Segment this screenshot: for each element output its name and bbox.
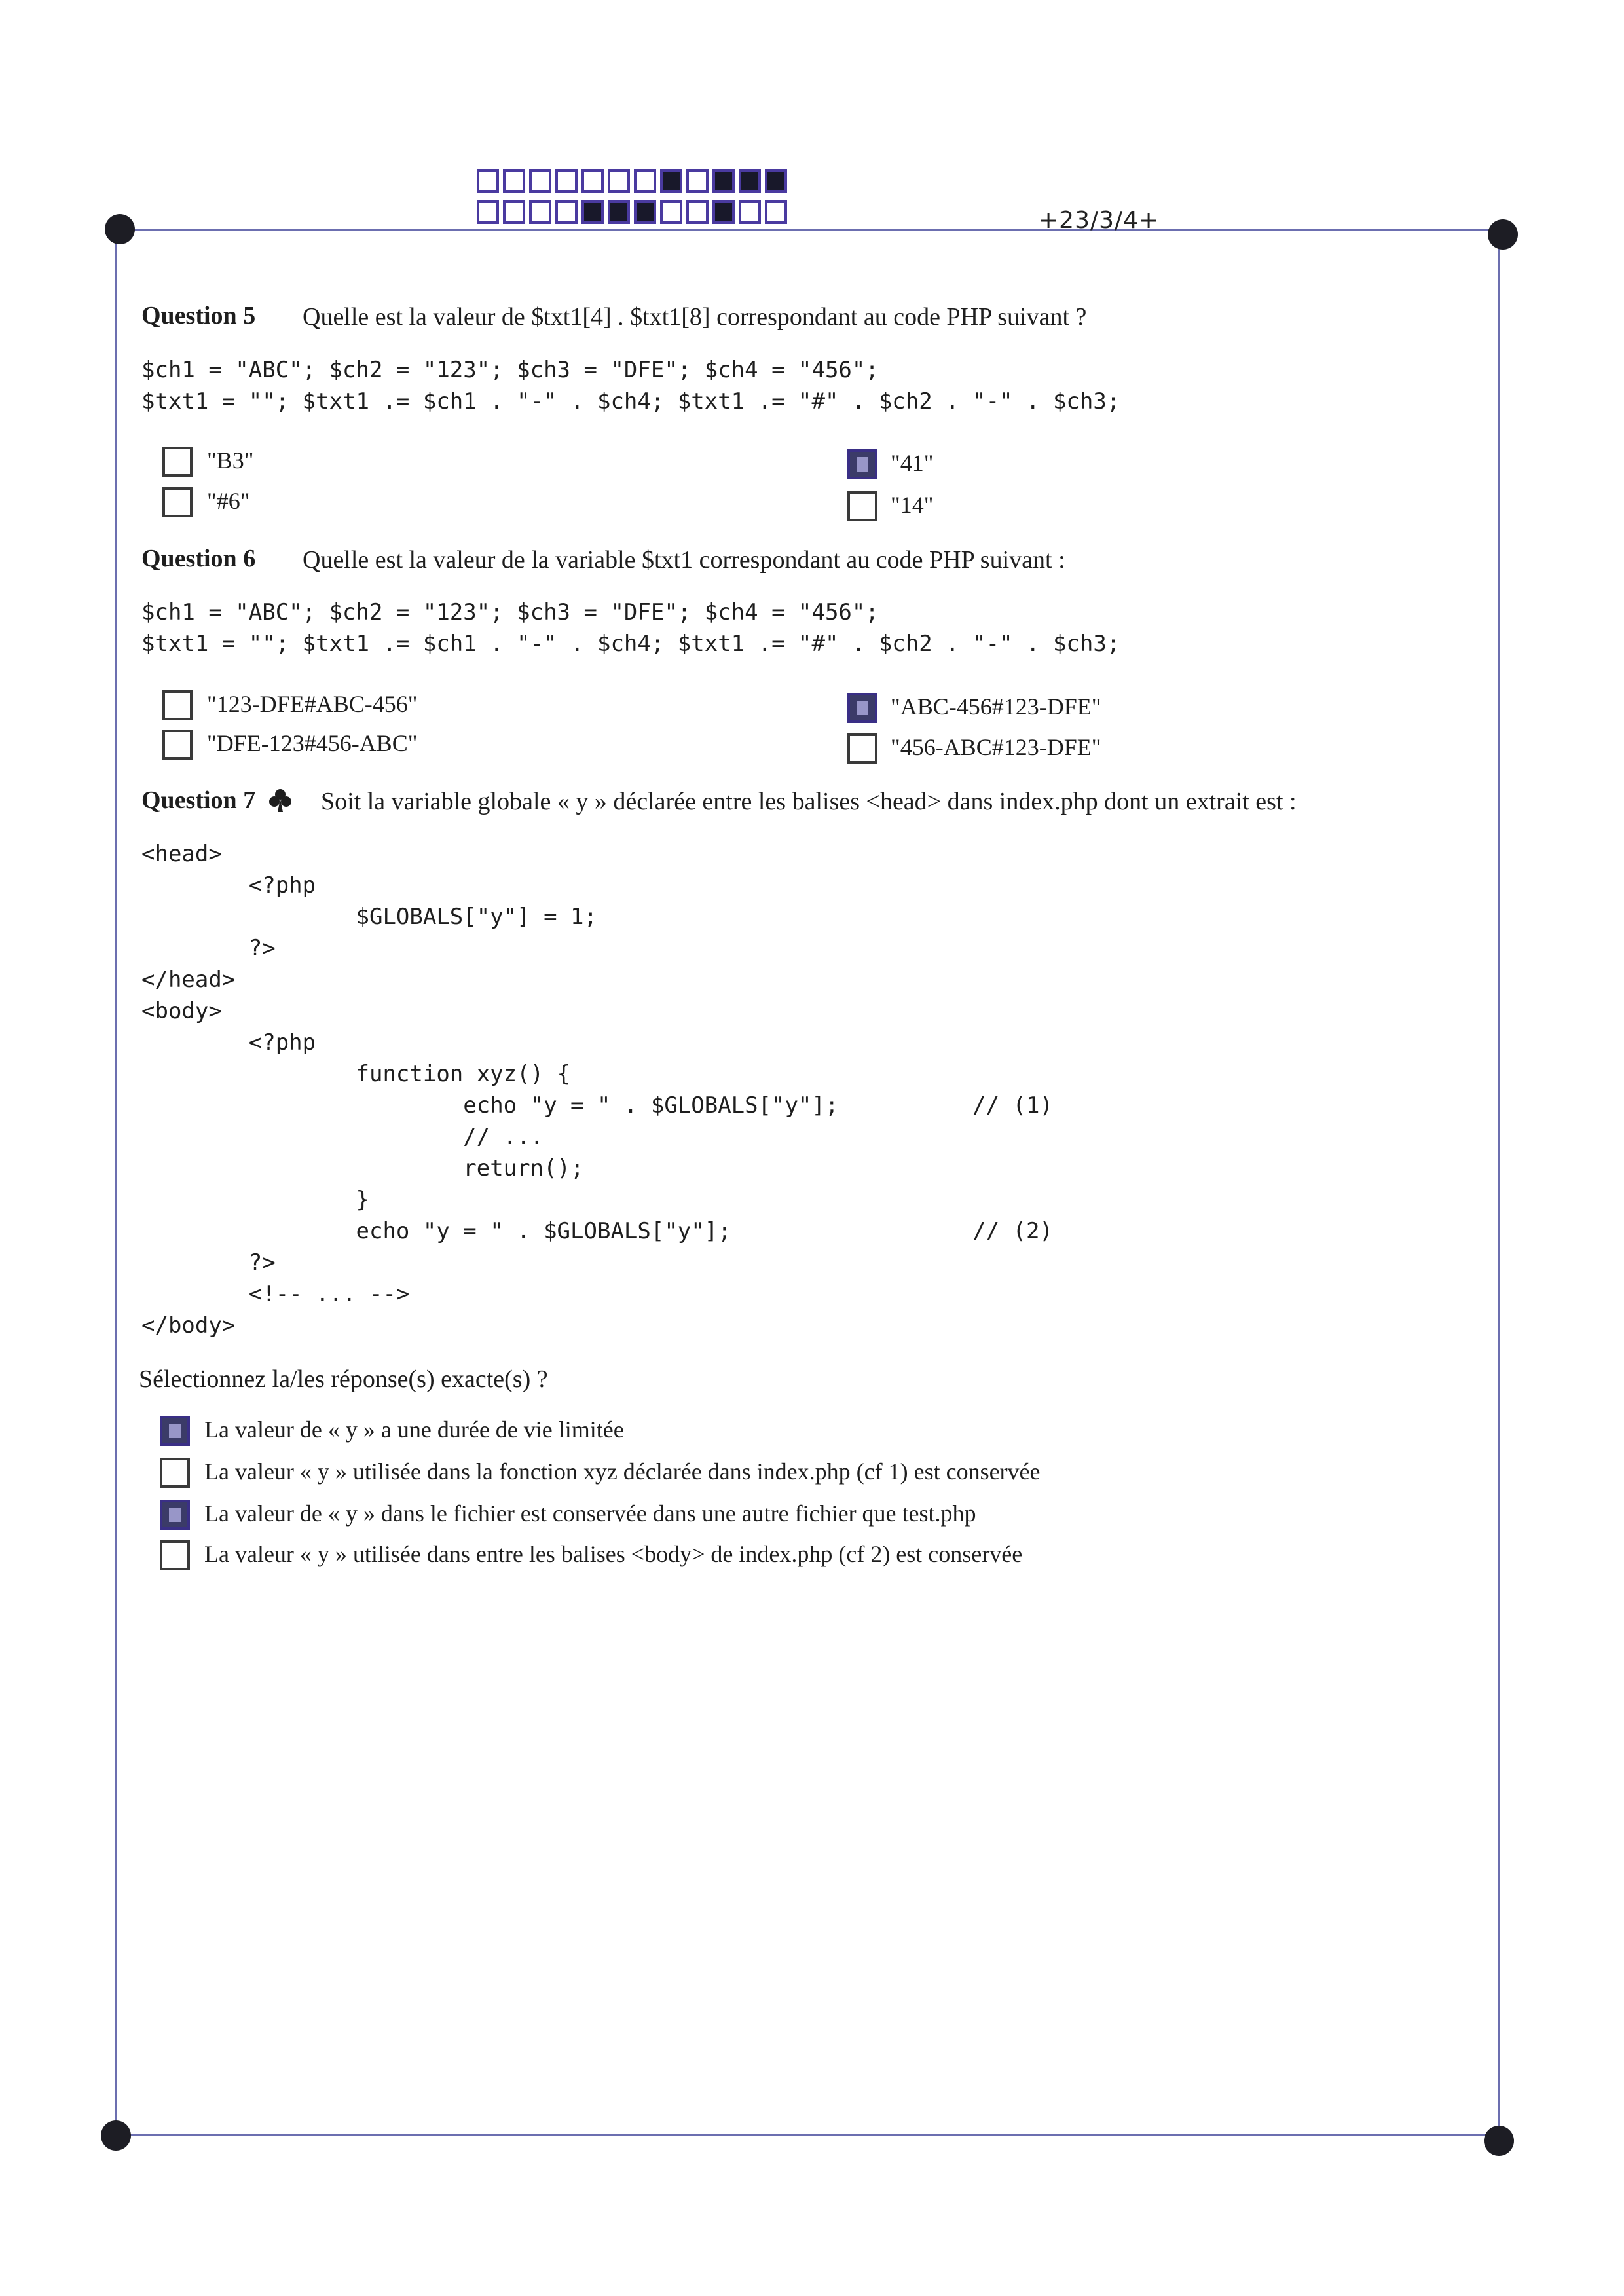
id-code-box bbox=[660, 169, 682, 193]
id-code-box bbox=[686, 200, 709, 224]
q7-option-2-checkbox[interactable] bbox=[160, 1458, 190, 1488]
page-number: +23/3/4+ bbox=[1039, 207, 1160, 234]
frame-left-line bbox=[115, 231, 117, 2134]
q6-text: Quelle est la valeur de la variable $txt1 correspondant au code PHP suivant : bbox=[303, 546, 1065, 574]
q7-code-line: </head> bbox=[141, 967, 236, 993]
q7-option-4-checkbox[interactable] bbox=[160, 1540, 190, 1570]
q7-option-3-label: La valeur de « y » dans le fichier est conservée dans une autre fichier que test.php bbox=[204, 1500, 976, 1527]
q7-code-line: <?php bbox=[141, 872, 316, 898]
id-code-box bbox=[634, 200, 656, 224]
id-code-box bbox=[634, 169, 656, 193]
id-code-box bbox=[477, 200, 499, 224]
id-code-box bbox=[765, 169, 787, 193]
id-code-box bbox=[739, 200, 761, 224]
q6-option-1-checkbox[interactable] bbox=[162, 690, 193, 720]
q6-option-4-checkbox[interactable] bbox=[847, 733, 877, 764]
q7-prompt: Sélectionnez la/les réponse(s) exacte(s) ? bbox=[139, 1365, 548, 1393]
q5-code-line-2: $txt1 = ""; $txt1 .= $ch1 . "-" . $ch4; $txt1 .= "#" . $ch2 . "-" . $ch3; bbox=[141, 388, 1120, 415]
q7-code-line: echo "y = " . $GLOBALS["y"]; // (1) bbox=[141, 1092, 1053, 1119]
id-code-box bbox=[477, 169, 499, 193]
corner-mark-bottom-left bbox=[101, 2120, 131, 2151]
q5-option-2-checkbox[interactable] bbox=[847, 449, 877, 479]
id-code-box bbox=[555, 200, 578, 224]
q7-option-1-checkbox[interactable] bbox=[160, 1416, 190, 1446]
id-code-box bbox=[608, 169, 630, 193]
id-code-box bbox=[686, 169, 709, 193]
id-code-row-2 bbox=[477, 200, 787, 224]
q5-label: Question 5 bbox=[141, 302, 256, 329]
q6-label: Question 6 bbox=[141, 545, 256, 572]
q7-label: Question 7 bbox=[141, 787, 256, 814]
q7-code-line: <!-- ... --> bbox=[141, 1281, 410, 1307]
q7-option-1-label: La valeur de « y » a une durée de vie limitée bbox=[204, 1416, 624, 1443]
id-code-row-1 bbox=[477, 169, 787, 193]
q5-option-4-label: "14" bbox=[891, 492, 934, 518]
id-code-box bbox=[529, 200, 551, 224]
q7-code-line: <body> bbox=[141, 998, 222, 1024]
q5-code-line-1: $ch1 = "ABC"; $ch2 = "123"; $ch3 = "DFE"; $ch4 = "456"; bbox=[141, 357, 879, 383]
q7-code-line: ?> bbox=[141, 1250, 276, 1276]
q6-option-4-label: "456-ABC#123-DFE" bbox=[891, 734, 1101, 760]
q5-option-3-label: "#6" bbox=[207, 488, 250, 514]
id-code-box bbox=[660, 200, 682, 224]
id-code-box bbox=[608, 200, 630, 224]
q7-code-line: echo "y = " . $GLOBALS["y"]; // (2) bbox=[141, 1218, 1053, 1244]
q6-option-2-checkbox[interactable] bbox=[847, 693, 877, 723]
corner-mark-top-right bbox=[1488, 219, 1518, 250]
id-code-box bbox=[581, 200, 604, 224]
q5-option-3-checkbox[interactable] bbox=[162, 487, 193, 517]
q7-text: Soit la variable globale « y » déclarée entre les balises <head> dans index.php dont un extrait est : bbox=[321, 788, 1297, 815]
q7-option-2-label: La valeur « y » utilisée dans la fonction xyz déclarée dans index.php (cf 1) est conservée bbox=[204, 1458, 1041, 1485]
id-code-box bbox=[503, 169, 525, 193]
q7-code-line: ?> bbox=[141, 935, 276, 961]
id-code-box bbox=[712, 200, 735, 224]
q7-code-line: <head> bbox=[141, 841, 222, 867]
frame-right-line bbox=[1498, 233, 1500, 2136]
id-code-box bbox=[581, 169, 604, 193]
q7-code-line: // ... bbox=[141, 1124, 544, 1150]
q7-option-3-checkbox[interactable] bbox=[160, 1500, 190, 1530]
club-suit-icon bbox=[268, 788, 292, 813]
id-code-box bbox=[503, 200, 525, 224]
id-code-box bbox=[712, 169, 735, 193]
corner-mark-top-left bbox=[105, 214, 135, 244]
q5-text: Quelle est la valeur de $txt1[4] . $txt1[8] correspondant au code PHP suivant ? bbox=[303, 303, 1087, 331]
q7-code-line: $GLOBALS["y"] = 1; bbox=[141, 904, 597, 930]
q6-option-3-checkbox[interactable] bbox=[162, 730, 193, 760]
q7-code-block bbox=[141, 838, 1053, 1341]
id-code-box bbox=[555, 169, 578, 193]
frame-top-line bbox=[119, 229, 1501, 231]
q7-code-line: <?php bbox=[141, 1029, 316, 1056]
q7-option-4-label: La valeur « y » utilisée dans entre les balises <body> de index.php (cf 2) est conservée bbox=[204, 1541, 1023, 1567]
id-code-box bbox=[739, 169, 761, 193]
q7-code-line: return(); bbox=[141, 1155, 584, 1181]
q6-code-line-1: $ch1 = "ABC"; $ch2 = "123"; $ch3 = "DFE"; $ch4 = "456"; bbox=[141, 599, 879, 625]
q6-option-3-label: "DFE-123#456-ABC" bbox=[207, 730, 418, 756]
q7-code-line: </body> bbox=[141, 1312, 236, 1339]
q6-option-1-label: "123-DFE#ABC-456" bbox=[207, 691, 418, 717]
q7-code-line: function xyz() { bbox=[141, 1061, 571, 1087]
q5-option-1-checkbox[interactable] bbox=[162, 447, 193, 477]
q6-code-line-2: $txt1 = ""; $txt1 .= $ch1 . "-" . $ch4; $txt1 .= "#" . $ch2 . "-" . $ch3; bbox=[141, 631, 1120, 657]
q7-code-line: } bbox=[141, 1187, 369, 1213]
q5-option-1-label: "B3" bbox=[207, 447, 254, 473]
frame-bottom-line bbox=[115, 2134, 1498, 2136]
id-code-box bbox=[529, 169, 551, 193]
q5-option-2-label: "41" bbox=[891, 450, 934, 476]
corner-mark-bottom-right bbox=[1484, 2126, 1514, 2156]
q6-option-2-label: "ABC-456#123-DFE" bbox=[891, 694, 1101, 720]
id-code-box bbox=[765, 200, 787, 224]
q5-option-4-checkbox[interactable] bbox=[847, 491, 877, 521]
